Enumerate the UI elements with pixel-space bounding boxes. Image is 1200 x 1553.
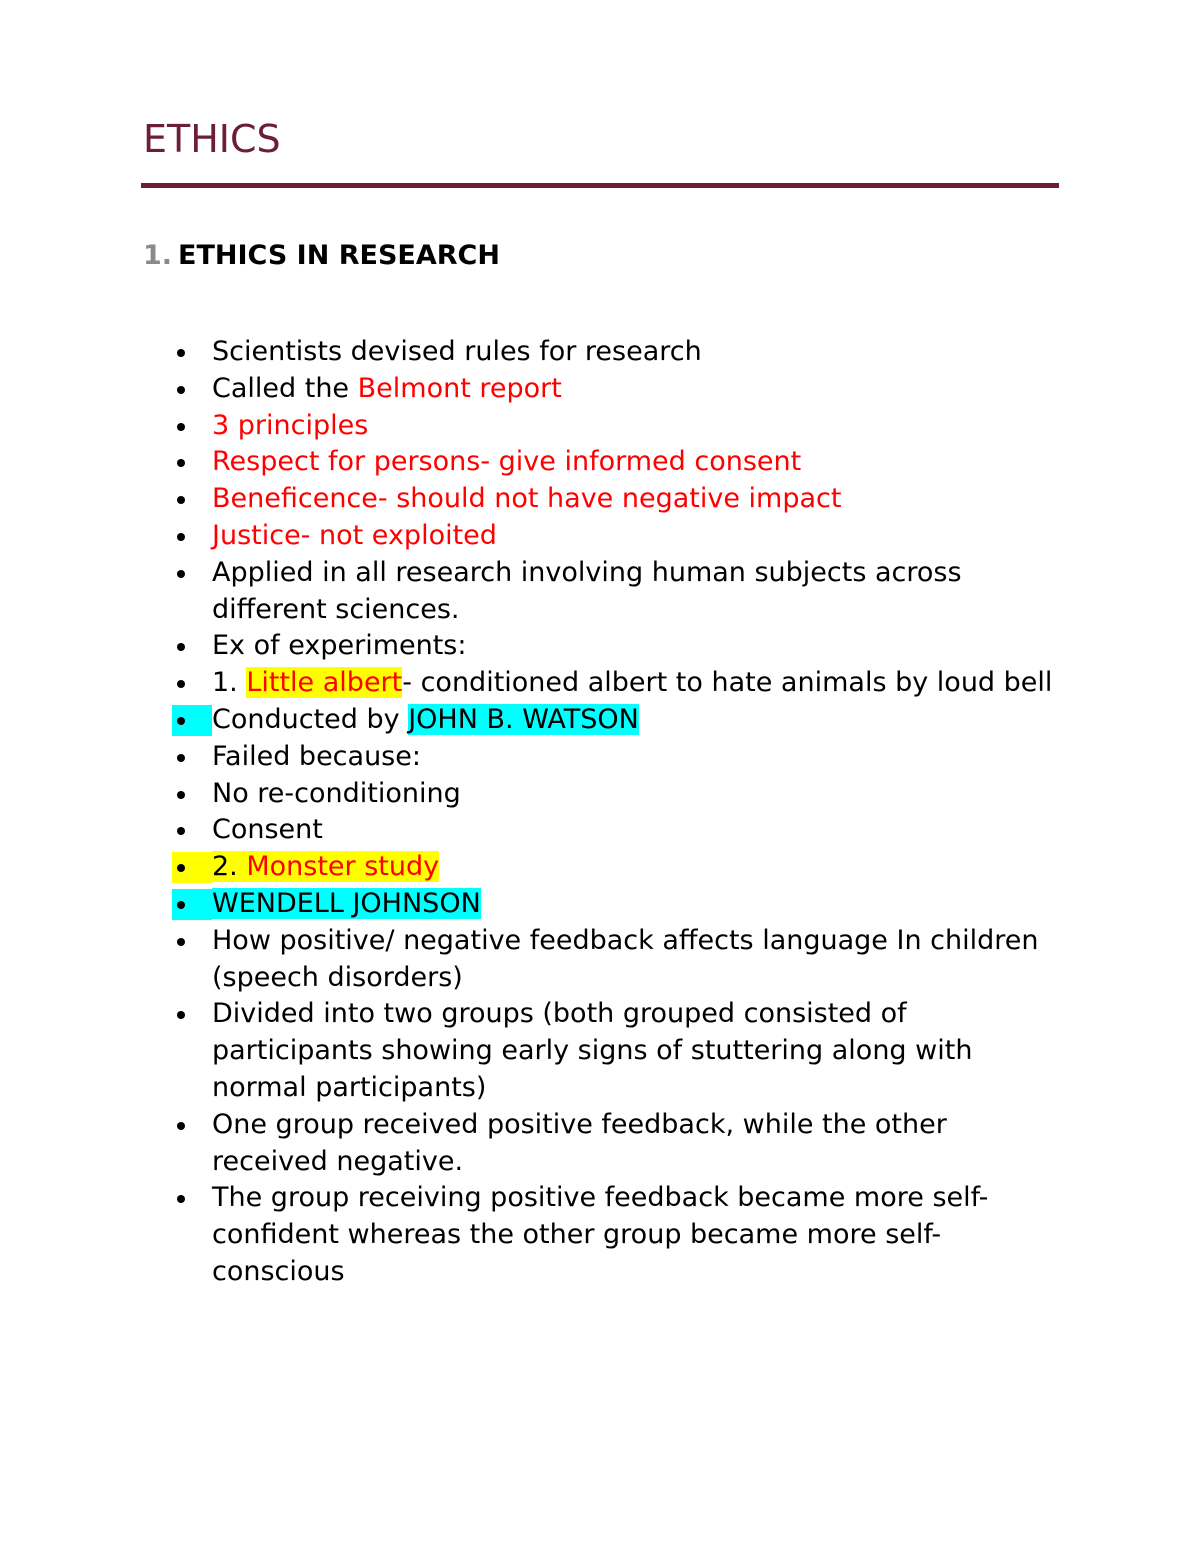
bullet-icon <box>172 1180 212 1217</box>
bullet-icon <box>172 702 212 739</box>
bullet-icon <box>172 996 212 1033</box>
bullet-icon <box>172 886 212 923</box>
list-item-text: No re-conditioning <box>212 777 461 809</box>
bullet-icon <box>172 371 212 408</box>
list-item-text: How positive/ negative feedback affects language In children (speech disorders) <box>212 924 1039 993</box>
bullet-icon <box>172 739 212 776</box>
list-item <box>172 923 1062 997</box>
list-item-text: Applied in all research involving human subjects across different sciences. <box>212 556 962 625</box>
list-item <box>172 776 1062 813</box>
section-heading <box>143 239 500 273</box>
bullet-icon <box>172 665 212 702</box>
bullet-icon <box>172 444 212 481</box>
bullet-icon <box>172 555 212 592</box>
list-item <box>172 849 1062 886</box>
list-item <box>172 1107 1062 1181</box>
list-item-text: Divided into two groups (both grouped consisted of participants showing early signs of stuttering along with normal participants) <box>212 998 973 1103</box>
list-item <box>172 555 1062 629</box>
list-item <box>172 886 1062 923</box>
belmont-report-text: Belmont report <box>357 372 562 404</box>
list-item-text: Ex of experiments: <box>212 630 467 662</box>
bullet-icon <box>172 1107 212 1144</box>
list-item <box>172 665 1062 702</box>
bullet-icon <box>172 628 212 665</box>
document-title: ETHICS <box>143 117 281 161</box>
list-item-text: Scientists devised rules for research <box>212 336 702 367</box>
list-item <box>172 1180 1062 1290</box>
list-item-text: The group receiving positive feedback became more self-confident whereas the other group became more self-conscious <box>212 1182 989 1287</box>
list-item-text: - conditioned albert to hate animals by loud bell <box>402 667 1053 699</box>
list-item <box>172 702 1062 739</box>
list-item <box>172 444 1062 481</box>
list-item-text: Respect for persons- give informed consent <box>212 446 802 478</box>
monster-study-text: Monster study <box>246 851 440 883</box>
bullet-icon <box>172 518 212 555</box>
bullet-icon <box>172 812 212 849</box>
list-item-text: Consent <box>212 814 323 846</box>
list-item <box>172 371 1062 408</box>
list-item <box>172 518 1062 555</box>
little-albert-text: Little albert <box>246 667 403 699</box>
list-item-text: 2. <box>212 851 247 883</box>
list-item-text: Failed because: <box>212 740 421 772</box>
bullet-icon <box>172 849 212 886</box>
list-item <box>172 739 1062 776</box>
list-item-text: 3 principles <box>212 409 369 441</box>
list-item <box>172 628 1062 665</box>
john-watson-text: JOHN B. WATSON <box>408 703 639 735</box>
list-item-text: Conducted by <box>212 703 409 735</box>
list-item-text: Beneficence- should not have negative impact <box>212 483 842 515</box>
list-item-text: 1. <box>212 667 247 699</box>
wendell-johnson-text: WENDELL JOHNSON <box>212 887 481 919</box>
bullet-icon <box>172 408 212 445</box>
list-item <box>172 481 1062 518</box>
bullet-icon <box>172 776 212 813</box>
list-item <box>172 334 1062 371</box>
bullet-icon <box>172 481 212 518</box>
section-heading-text: ETHICS IN RESEARCH <box>178 240 500 271</box>
bullet-list <box>172 334 1062 1291</box>
title-divider <box>141 183 1059 188</box>
section-number: 1. <box>143 240 173 271</box>
list-item-text: Called the <box>212 372 358 404</box>
list-item <box>172 996 1062 1106</box>
bullet-icon <box>172 334 212 371</box>
bullet-icon <box>172 923 212 960</box>
list-item-text: Justice- not exploited <box>212 519 497 551</box>
list-item-text: One group received positive feedback, while the other received negative. <box>212 1108 947 1177</box>
list-item <box>172 408 1062 445</box>
list-item <box>172 812 1062 849</box>
